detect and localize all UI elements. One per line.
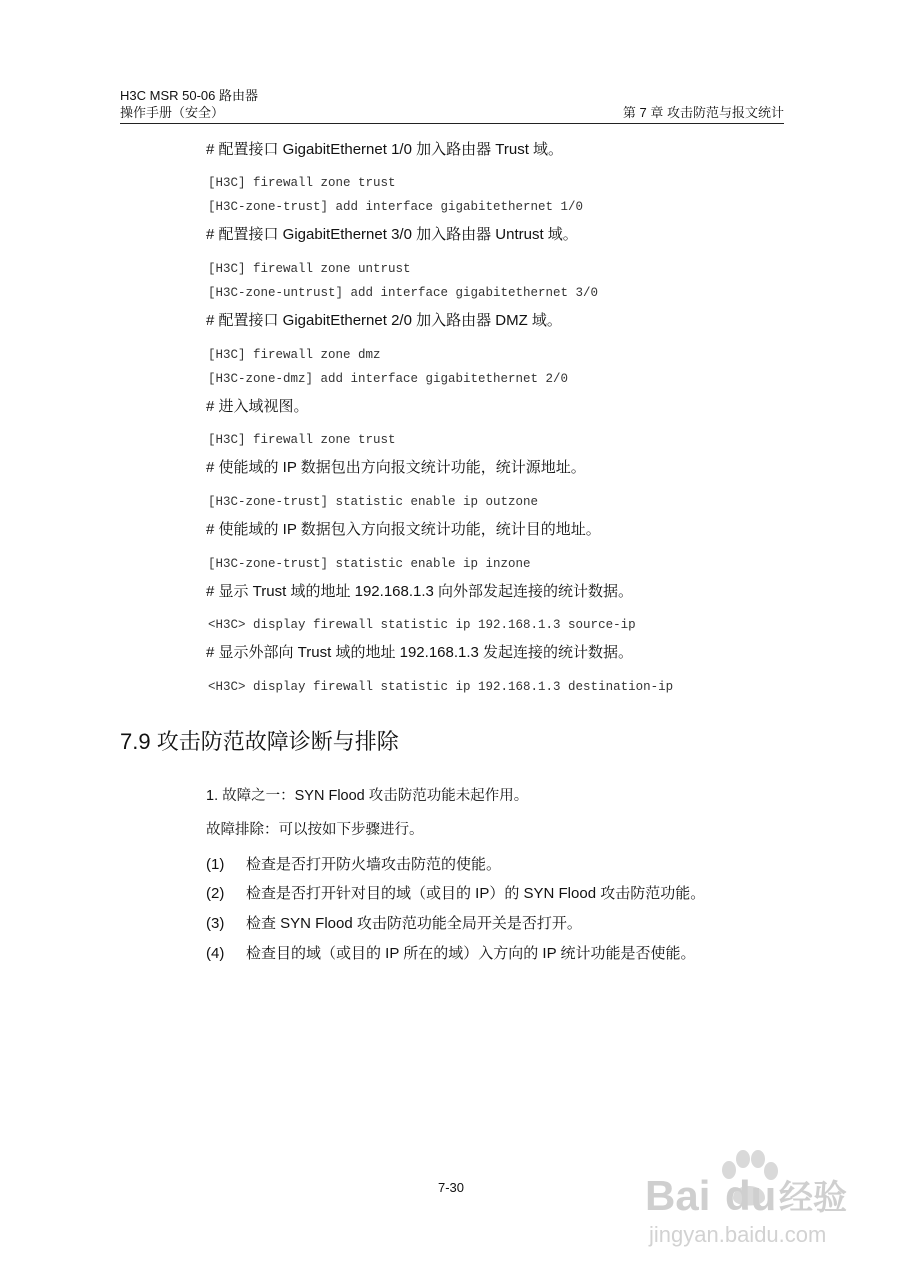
header-chapter: 第 7 章 攻击防范与报文统计 [622,105,784,120]
instruction-3: # 进入域视图。 [206,398,309,415]
code-line: [H3C] firewall zone trust [208,176,396,190]
step-number: (3) [206,915,225,932]
header-product: H3C MSR 50-06 路由器 [120,88,258,103]
fault-title: 1. 故障之一：SYN Flood 攻击防范功能未起作用。 [206,788,529,804]
instruction-2: # 配置接口 GigabitEthernet 2/0 加入路由器 DMZ 域。 [206,312,562,329]
instruction-1: # 配置接口 GigabitEthernet 3/0 加入路由器 Untrust 域。 [206,226,578,243]
code-line: <H3C> display firewall statistic ip 192.168.1.3 destination-ip [208,680,674,694]
code-line: [H3C-zone-trust] add interface gigabitethernet 1/0 [208,200,584,214]
header-manual: 操作手册（安全） [120,105,225,120]
watermark-url: jingyan.baidu.com [649,1222,827,1247]
step-text: 检查是否打开针对目的域（或目的 IP）的 SYN Flood 攻击防范功能。 [246,885,706,902]
watermark-brand-cn: 经验 [779,1178,847,1218]
instruction-7: # 显示外部向 Trust 域的地址 192.168.1.3 发起连接的统计数据。 [206,644,634,661]
watermark-brand-suffix: du [725,1172,777,1219]
instruction-5: # 使能域的 IP 数据包入方向报文统计功能，统计目的地址。 [206,521,601,538]
header-divider [120,123,784,124]
code-line: [H3C] firewall zone dmz [208,348,381,362]
code-line: <H3C> display firewall statistic ip 192.168.1.3 source-ip [208,618,636,632]
code-line: [H3C-zone-trust] statistic enable ip outzone [208,495,539,509]
instruction-0: # 配置接口 GigabitEthernet 1/0 加入路由器 Trust 域。 [206,141,564,158]
step-number: (4) [206,945,225,962]
watermark-brand: Bai [645,1172,711,1219]
page-number: 7-30 [438,1180,465,1195]
instruction-4: # 使能域的 IP 数据包出方向报文统计功能，统计源地址。 [206,459,586,476]
instruction-6: # 显示 Trust 域的地址 192.168.1.3 向外部发起连接的统计数据。 [206,583,634,600]
step-text: 检查是否打开防火墙攻击防范的使能。 [246,856,502,873]
baidu-watermark [645,1150,865,1260]
fault-intro: 故障排除：可以按如下步骤进行。 [206,822,424,838]
step-text: 检查目的域（或目的 IP 所在的域）入方向的 IP 统计功能是否使能。 [246,945,696,962]
step-number: (2) [206,885,225,902]
step-number: (1) [206,856,225,873]
code-line: [H3C-zone-untrust] add interface gigabitethernet 3/0 [208,286,599,300]
code-line: [H3C] firewall zone untrust [208,262,411,276]
code-line: [H3C-zone-dmz] add interface gigabitethernet 2/0 [208,372,569,386]
section-title: 7.9 攻击防范故障诊断与排除 [120,729,399,754]
step-text: 检查 SYN Flood 攻击防范功能全局开关是否打开。 [246,915,582,932]
code-line: [H3C] firewall zone trust [208,433,396,447]
code-line: [H3C-zone-trust] statistic enable ip inzone [208,557,531,571]
